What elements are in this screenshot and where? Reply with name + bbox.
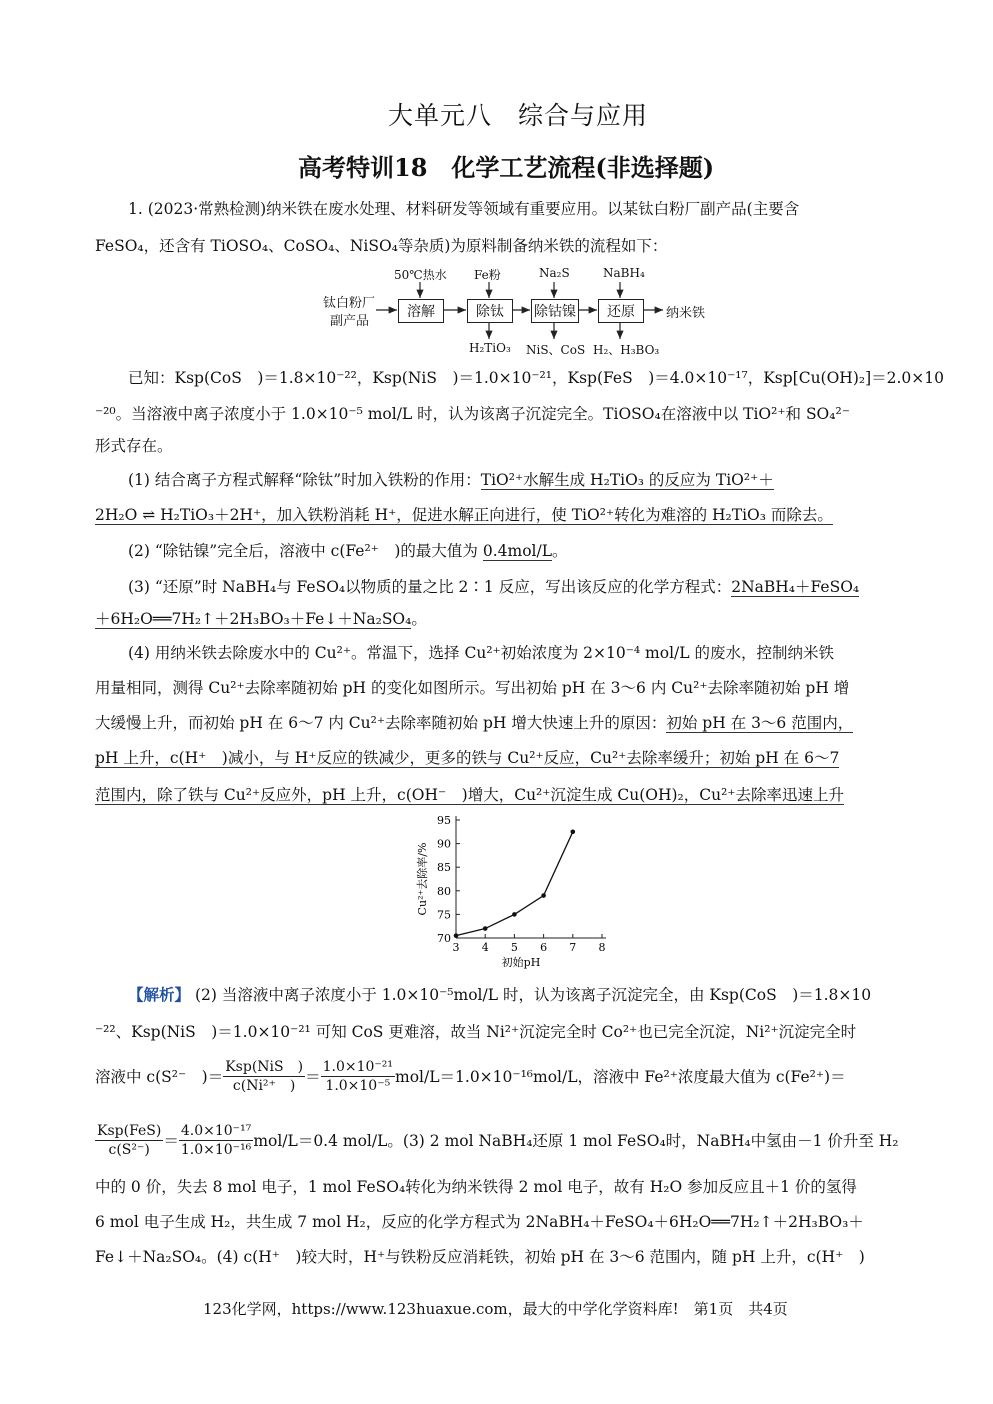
flow-input-nabh4: NaBH₄ — [603, 266, 645, 280]
analysis-line-1 — [128, 985, 871, 1005]
fraction-values-1-denominator: 1.0×10⁻⁵ — [325, 1078, 391, 1094]
fraction-ksp-nis-numerator: Ksp(NiS ) — [225, 1059, 304, 1075]
x-tick-label: 8 — [598, 941, 606, 954]
analysis-text-4b: mol/L＝0.4 mol/L。(3) 2 mol NaBH₄还原 1 mol FeSO₄时，NaBH₄中氢由－1 价升至 H₂ — [253, 1131, 899, 1150]
q2-prompt: (2) “除钴镍”完全后，溶液中 c(Fe²⁺ )的最大值为 — [128, 542, 483, 560]
q3-line-2 — [95, 609, 427, 629]
q4-prompt: 大缓慢上升，而初始 pH 在 6～7 内 Cu²⁺去除率随初始 pH 增大快速上升的原因： — [95, 714, 667, 732]
x-tick-label: 7 — [569, 941, 577, 954]
known-line-3: 形式存在。 — [95, 437, 173, 455]
data-point — [541, 893, 546, 898]
flow-output-h2tio3: H₂TiO₃ — [469, 341, 511, 355]
analysis-line-7: Fe↓＋Na₂SO₄。(4) c(H⁺ )较大时，H⁺与铁粉反应消耗铁，初始 pH 在 3～6 范围内，随 pH 上升，c(H⁺ ) — [95, 1248, 865, 1266]
y-tick-label: 90 — [437, 837, 451, 851]
unit-title: 大单元八 综合与应用 — [388, 101, 649, 130]
analysis-text-3b: mol/L＝1.0×10⁻¹⁶mol/L，溶液中 Fe²⁺浓度最大值为 c(Fe²⁺)＝ — [395, 1067, 846, 1086]
flow-start-line-2: 副产品 — [330, 314, 370, 329]
data-point — [512, 912, 517, 917]
fraction-values-1 — [321, 1058, 395, 1095]
equals-sign: ＝ — [163, 1131, 179, 1150]
known-line-2: ⁻²⁰。当溶液中离子浓度小于 1.0×10⁻⁵ mol/L 时，认为该离子沉淀完全。TiOSO₄在溶液中以 TiO²⁺和 SO₄²⁻ — [95, 405, 850, 423]
flow-input-fe-powder: Fe粉 — [474, 268, 501, 282]
equals-sign: ＝ — [305, 1067, 321, 1086]
data-point — [454, 933, 459, 938]
intro-line-2: FeSO₄，还含有 TiOSO₄、CoSO₄、NiSO₄等杂质)为原料制备纳米铁的流程如下： — [95, 237, 668, 255]
analysis-tag: 【解析】 — [128, 985, 191, 1004]
q4-line-1: (4) 用纳米铁去除废水中的 Cu²⁺。常温下，选择 Cu²⁺初始浓度为 2×10⁻⁴ mol/L 的废水，控制纳米铁 — [128, 644, 834, 662]
cu-removal-chart — [410, 808, 630, 978]
analysis-line-2: ⁻²²、Ksp(NiS )＝1.0×10⁻²¹ 可知 CoS 更难溶，故当 Ni²⁺沉淀完全时 Co²⁺也已完全沉淀，Ni²⁺沉淀完全时 — [95, 1023, 857, 1041]
flow-step-remove-co-ni: 除钴镍 — [531, 299, 579, 323]
x-tick-label: 4 — [481, 941, 489, 954]
x-tick-label: 5 — [510, 941, 518, 954]
q1-line-1 — [128, 470, 774, 490]
analysis-line-3 — [95, 1058, 846, 1095]
q4-answer-part-1: 初始 pH 在 3～6 范围内， — [666, 714, 854, 732]
q2-answer: 0.4mol/L — [482, 542, 552, 560]
x-axis-label: 初始pH — [501, 956, 541, 969]
q3-end: 。 — [411, 610, 427, 628]
analysis-text-1: (2) 当溶液中离子浓度小于 1.0×10⁻⁵mol/L 时，认为该离子沉淀完全，由 Ksp(CoS )＝1.8×10 — [194, 986, 872, 1004]
analysis-text-3a: 溶液中 c(S²⁻ )＝ — [95, 1067, 224, 1086]
y-tick-label: 85 — [437, 861, 451, 875]
flow-end-nano-iron: 纳米铁 — [666, 306, 706, 321]
q4-answer-part-3: 范围内，除了铁与 Cu²⁺反应外，pH 上升，c(OH⁻ )增大，Cu²⁺沉淀生成 Cu(OH)₂，Cu²⁺去除率迅速上升 — [95, 786, 844, 804]
flow-arrows — [0, 0, 993, 400]
q3-answer-part-2: ＋6H₂O══7H₂↑＋2H₃BO₃＋Fe↓＋Na₂SO₄ — [95, 610, 412, 628]
analysis-line-4 — [95, 1122, 899, 1159]
page-footer: 123化学网，https://www.123huaxue.com，最大的中学化学资料库! 第1页 共4页 — [203, 1300, 788, 1318]
analysis-line-5: 中的 0 价，失去 8 mol 电子，1 mol FeSO₄转化为纳米铁得 2 mol 电子，故有 H₂O 参加反应且＋1 价的氢得 — [95, 1178, 857, 1196]
fraction-values-1-numerator: 1.0×10⁻²¹ — [322, 1059, 394, 1075]
analysis-line-6: 6 mol 电子生成 H₂，共生成 7 mol H₂，反应的化学方程式为 2NaBH₄＋FeSO₄＋6H₂O══7H₂↑＋2H₃BO₃＋ — [95, 1213, 864, 1231]
y-tick-label: 75 — [437, 908, 451, 922]
flow-input-hot-water: 50℃热水 — [394, 268, 447, 282]
y-tick-label: 80 — [437, 884, 451, 898]
fraction-ksp-fes-numerator: Ksp(FeS) — [97, 1123, 162, 1139]
q3-answer-part-1: 2NaBH₄＋FeSO₄ — [731, 578, 860, 596]
flow-start-line-1: 钛白粉厂 — [323, 296, 376, 311]
known-line-1: 已知：Ksp(CoS )＝1.8×10⁻²²，Ksp(NiS )＝1.0×10⁻²¹，Ksp(FeS )＝4.0×10⁻¹⁷，Ksp[Cu(OH)₂]＝2.0×10 — [128, 369, 944, 387]
fraction-values-2-denominator: 1.0×10⁻¹⁶ — [180, 1142, 252, 1158]
data-point — [483, 926, 488, 931]
q4-line-2: 用量相同，测得 Cu²⁺去除率随初始 pH 的变化如图所示。写出初始 pH 在 3～6 内 Cu²⁺去除率随初始 pH 增 — [95, 679, 850, 697]
flow-input-na2s: Na₂S — [539, 266, 570, 280]
fraction-ksp-fes — [95, 1122, 163, 1159]
q1-prompt: (1) 结合离子方程式解释“除钛”时加入铁粉的作用： — [128, 471, 481, 489]
q3-prompt: (3) “还原”时 NaBH₄与 FeSO₄以物质的量之比 2∶1 反应，写出该反应的化学方程式： — [128, 578, 732, 596]
x-tick-label: 3 — [452, 941, 460, 954]
q4-line-4 — [95, 748, 839, 768]
y-tick-label: 95 — [437, 814, 451, 827]
q3-line-1 — [128, 577, 859, 597]
q1-line-2 — [95, 505, 833, 525]
fraction-values-2-numerator: 4.0×10⁻¹⁷ — [180, 1123, 252, 1139]
y-axis-label: Cu²⁺去除率/% — [416, 842, 429, 916]
x-tick-label: 6 — [540, 941, 548, 954]
flow-step-remove-ti: 除钛 — [467, 299, 513, 323]
y-tick-label: 70 — [437, 932, 451, 945]
q2-line — [128, 541, 568, 561]
fraction-values-2 — [179, 1122, 253, 1159]
intro-line-1: 1. (2023·常熟检测)纳米铁在废水处理、材料研发等领域有重要应用。以某钛白粉厂副产品(主要含 — [128, 200, 800, 218]
q4-line-3 — [95, 713, 853, 733]
flow-output-h2-h3bo3: H₂、H₃BO₃ — [593, 343, 660, 357]
q4-line-5 — [95, 785, 844, 805]
q2-end: 。 — [552, 542, 568, 560]
flow-output-nis-cos: NiS、CoS — [526, 343, 586, 357]
q4-answer-part-2: pH 上升，c(H⁺ )减小，与 H⁺反应的铁减少，更多的铁与 Cu²⁺反应，Cu²⁺去除率缓升；初始 pH 在 6～7 — [95, 749, 840, 767]
series-line — [456, 832, 573, 936]
data-point — [571, 830, 576, 835]
q1-answer-part-1: TiO²⁺水解生成 H₂TiO₃ 的反应为 TiO²⁺＋ — [480, 471, 774, 489]
fraction-ksp-fes-denominator: c(S²⁻) — [108, 1142, 150, 1158]
flow-step-reduce: 还原 — [598, 299, 644, 323]
flow-step-dissolve: 溶解 — [398, 299, 444, 323]
fraction-ksp-nis — [223, 1058, 305, 1095]
special-title: 高考特训18 化学工艺流程(非选择题) — [298, 153, 715, 182]
fraction-ksp-nis-denominator: c(Ni²⁺ ) — [232, 1078, 296, 1094]
q1-answer-part-2: 2H₂O ⇌ H₂TiO₃＋2H⁺，加入铁粉消耗 H⁺，促进水解正向进行，使 TiO²⁺转化为难溶的 H₂TiO₃ 而除去。 — [95, 506, 833, 524]
